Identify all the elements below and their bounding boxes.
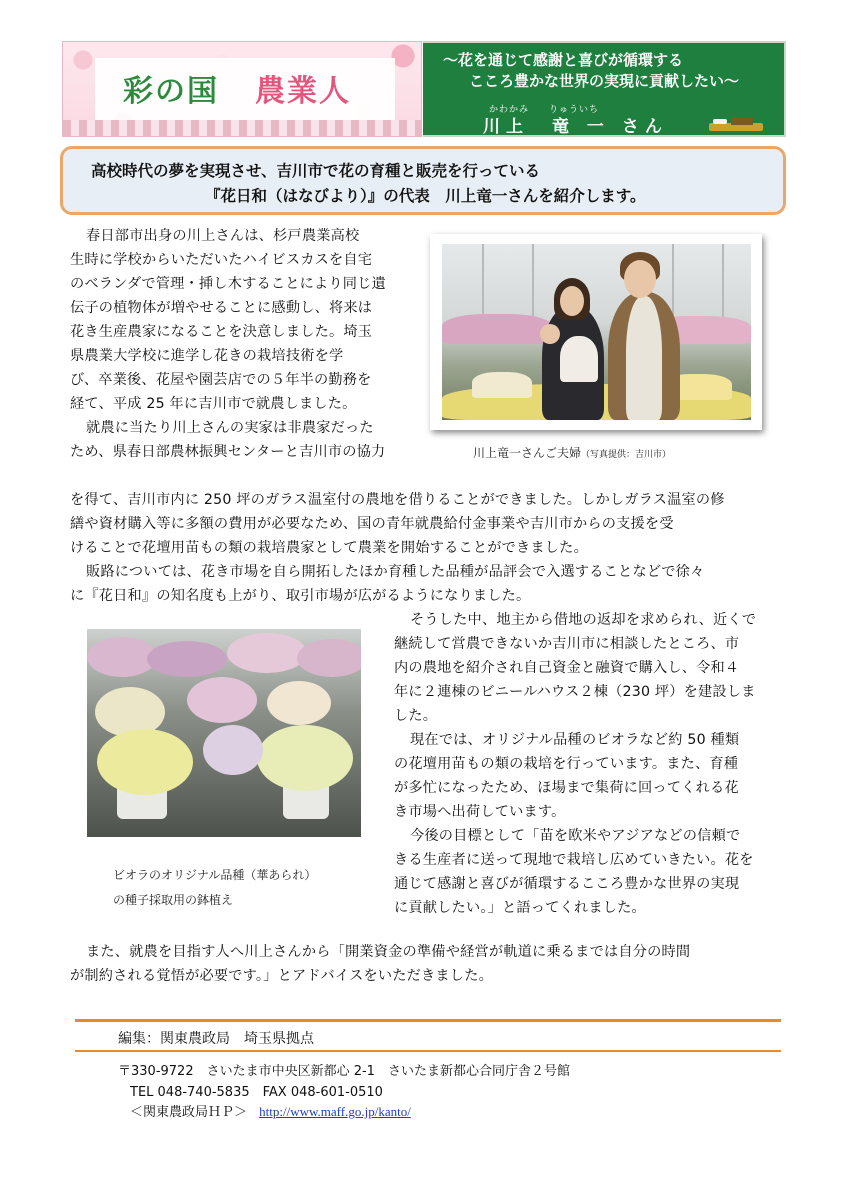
photo-viola-pots xyxy=(87,629,361,837)
text-line: が多忙になったため、ほ場まで集荷に回ってくれる花 xyxy=(394,780,739,796)
text-line: 県農業大学校に進学し花きの栽培技術を学 xyxy=(70,348,344,364)
name-ruby-given: りゅういち xyxy=(549,105,600,115)
intro-line-2: 『花日和（はなびより）』の代表 川上竜一さんを紹介します。 xyxy=(205,187,646,205)
homepage-link[interactable]: http://www.maff.go.jp/kanto/ xyxy=(259,1104,411,1119)
slogan-line-2: こころ豊かな世界の実現に貢献したい～ xyxy=(469,72,740,90)
title-saino-kuni: 彩の国 xyxy=(123,74,219,109)
footer-divider-bottom xyxy=(75,1050,781,1052)
text-line: 現在では、オリジナル品種のビオラなど約 50 種類 xyxy=(410,732,740,748)
text-line: した。 xyxy=(394,708,438,724)
text-line: のベランダで管理・挿し木することにより同じ遺 xyxy=(70,276,386,292)
text-line: けることで花壇用苗もの類の栽培農家として農業を開始することができました。 xyxy=(70,540,588,556)
featured-person-name: 川上 竜 一 さん xyxy=(483,117,668,137)
slogan-line-1: ～花を通じて感謝と喜びが循環する xyxy=(443,51,684,69)
text-line: きる生産者に送って現地で栽培し広めていきたい。花を xyxy=(394,852,754,868)
text-line: 伝子の植物体が増やせることに感動し、将来は xyxy=(70,300,373,316)
text-line: 内の農地を紹介され自己資金と融資で購入し、令和４ xyxy=(394,660,740,676)
paragraph-4-6 xyxy=(394,608,756,920)
text-line: に貢献したい。」と語ってくれました。 xyxy=(394,900,646,916)
header-blackboard xyxy=(423,41,786,137)
text-line: また、就農を目指す人へ川上さんから「開業資金の準備や経営が軌道に乗るまでは自分の時間 xyxy=(86,944,691,960)
eraser-icon xyxy=(731,117,753,125)
text-line: を得て、吉川市内に 250 坪のガラス温室付の農地を借りることができました。しかしガラス温室の修 xyxy=(70,492,725,508)
text-line: の花壇用苗もの類の栽培を行っています。また、育種 xyxy=(394,756,739,772)
text-line: 花き生産農家になることを決意しました。埼玉 xyxy=(70,324,373,340)
paragraph-7 xyxy=(70,940,690,988)
text-line: 販路については、花き市場を自ら開拓したほか育種した品種が品評会で入選することなどで徐々 xyxy=(86,564,705,580)
footer-address: 〒330-9722 さいたま市中央区新都心 2-1 さいたま新都心合同庁舎２号館 xyxy=(118,1064,570,1079)
text-line: そうした中、地主から借地の返却を求められ、近くで xyxy=(410,612,757,628)
photo-2-caption-line-1: ビオラのオリジナル品種（華あられ） xyxy=(113,868,317,882)
footer-phone-fax: TEL 048-740-5835 FAX 048-601-0510 xyxy=(130,1085,383,1100)
footer-divider-top xyxy=(75,1019,781,1022)
text-line: が制約される覚悟が必要です。」とアドバイスをいただきました。 xyxy=(70,968,493,984)
text-line: 繕や資材購入等に多額の費用が必要なため、国の青年就農給付金事業や吉川市からの支援を受 xyxy=(70,516,674,532)
footer-homepage xyxy=(130,1101,411,1120)
text-line: き市場へ出荷しています。 xyxy=(394,804,566,820)
paragraph-1 xyxy=(70,224,386,464)
text-line: 今後の目標として「苗を欧米やアジアなどの信頼で xyxy=(410,828,741,844)
text-line: 経て、平成 25 年に吉川市で就農しました。 xyxy=(70,396,357,412)
photo-1-caption-main: 川上竜一さんご夫婦 xyxy=(473,446,582,460)
text-line: 通じて感謝と喜びが循環するこころ豊かな世界の実現 xyxy=(394,876,740,892)
title-nougyoujin: 農業人 xyxy=(255,74,351,109)
photo-1-caption xyxy=(473,442,671,461)
photo-2-caption-line-2: の種子採取用の鉢植え xyxy=(113,893,234,907)
photo-1-credit: （写真提供：吉川市） xyxy=(581,450,672,460)
text-line: に『花日和』の知名度も上がり、取引市場が広がるようになりました。 xyxy=(70,588,531,604)
text-line: び、卒業後、花屋や園芸店での５年半の勤務を xyxy=(70,372,372,388)
text-line: 就農に当たり川上さんの実家は非農家だった xyxy=(86,420,374,436)
name-ruby-surname: かわかみ xyxy=(489,105,530,115)
chalk-icon xyxy=(713,119,727,124)
footer-editor: 編集：関東農政局 埼玉県拠点 xyxy=(118,1031,314,1047)
intro-line-1: 高校時代の夢を実現させ、吉川市で花の育種と販売を行っている xyxy=(91,162,541,180)
text-line: 年に２連棟のビニールハウス２棟（230 坪）を建設しま xyxy=(394,684,756,700)
header-banner-title xyxy=(62,41,422,137)
footer-hp-label: ＜関東農政局ＨＰ＞ xyxy=(130,1105,248,1120)
text-line: 春日部市出身の川上さんは、杉戸農業高校 xyxy=(86,228,360,244)
text-line: 生時に学校からいただいたハイビスカスを自宅 xyxy=(70,252,373,268)
photo-couple-greenhouse xyxy=(442,244,751,420)
checker-border xyxy=(63,120,421,136)
photo-couple-frame xyxy=(430,234,762,430)
paragraph-2-3 xyxy=(70,488,725,608)
intro-box xyxy=(60,146,786,215)
text-line: 継続して営農できないか吉川市に相談したところ、市 xyxy=(394,636,740,652)
text-line: ため、県春日部農林振興センターと吉川市の協力 xyxy=(70,444,386,460)
